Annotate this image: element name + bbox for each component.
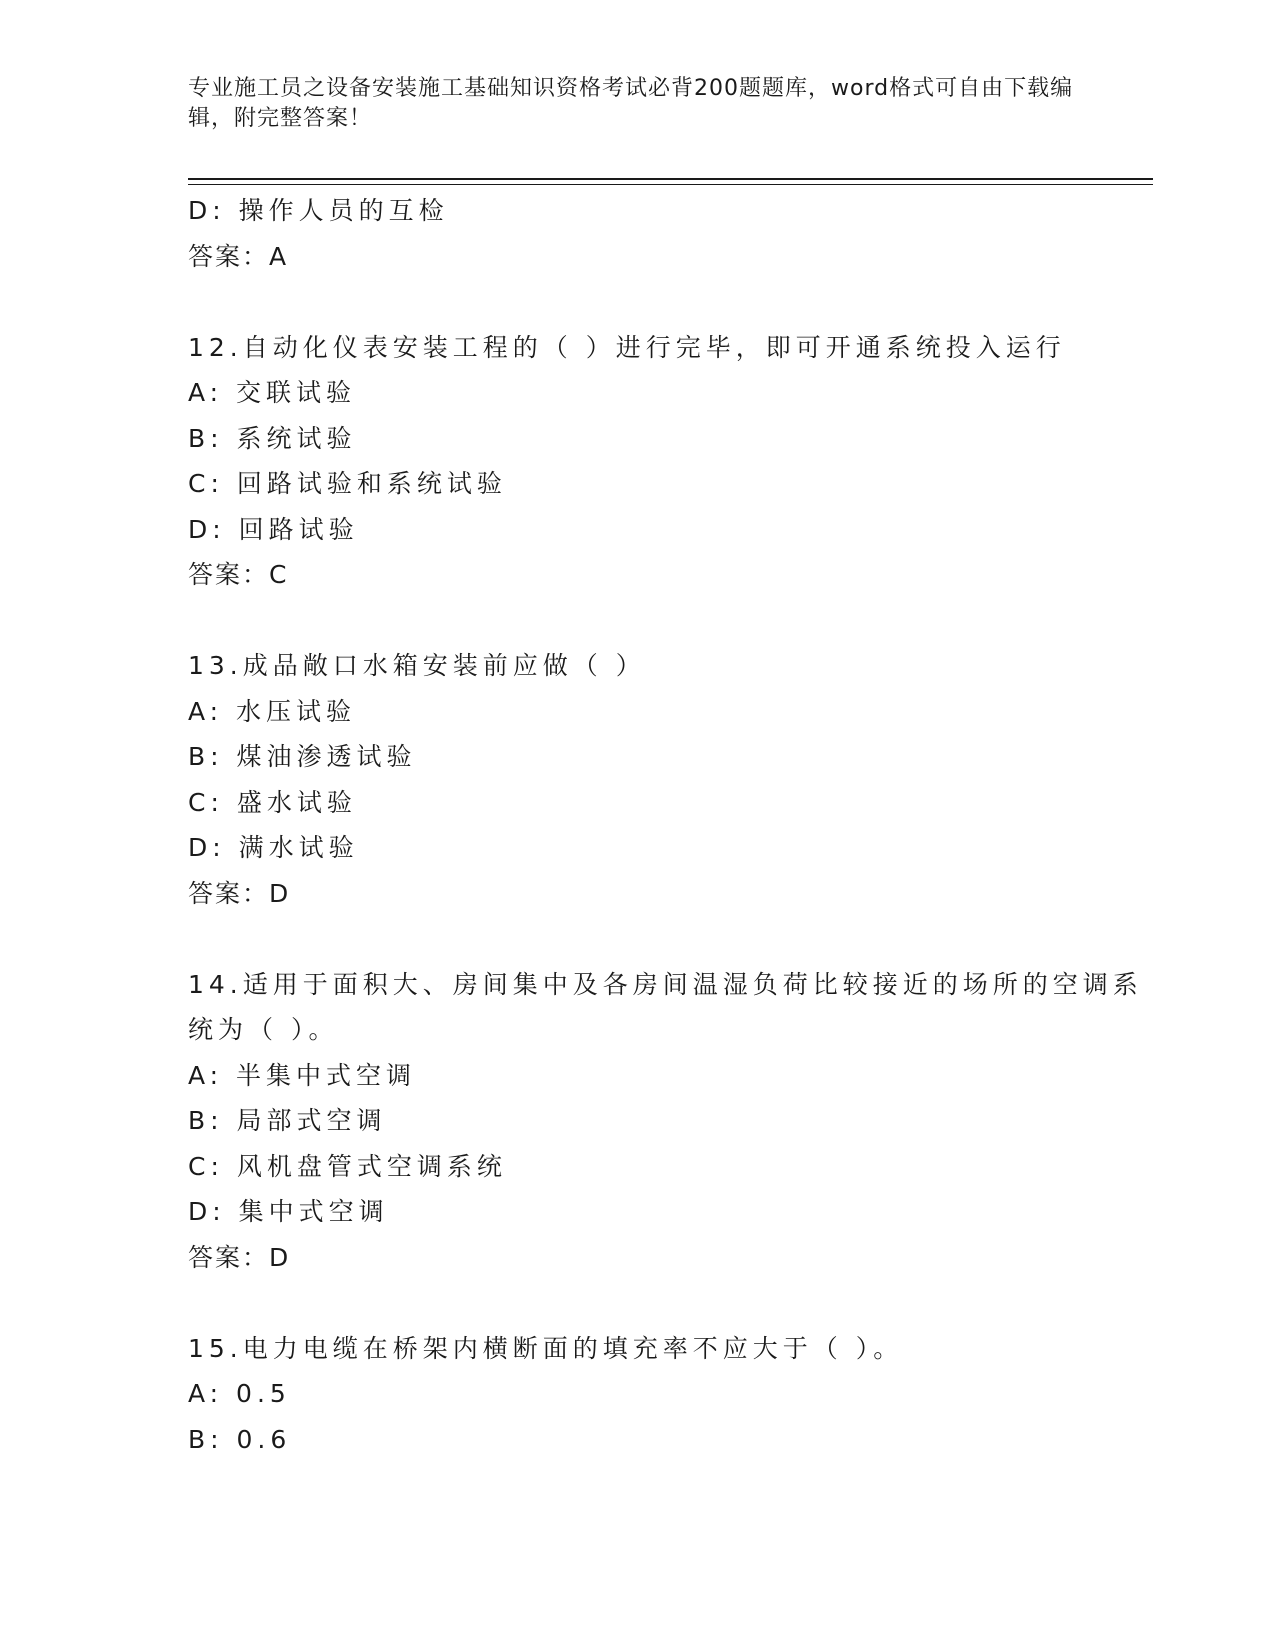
question-13-answer: 答案：D (188, 878, 291, 908)
question-15-stem: 15.电力电缆在桥架内横断面的填充率不应大于（ ）。 (188, 1333, 904, 1363)
question-14-option-c: C: 风机盘管式空调系统 (188, 1151, 507, 1181)
document-header: 专业施工员之设备安装施工基础知识资格考试必背200题题库，word格式可自由下载编辑，附完整答案！ (188, 76, 1074, 131)
question-12-stem: 12.自动化仪表安装工程的（ ）进行完毕，即可开通系统投入运行 (188, 332, 1066, 362)
question-12-option-b: B: 系统试验 (188, 423, 357, 453)
header-divider-thick (188, 178, 1153, 180)
question-13-option-c: C: 盛水试验 (188, 787, 357, 817)
question-13-option-b: B: 煤油渗透试验 (188, 742, 417, 771)
question-14-option-d: D: 集中式空调 (188, 1197, 389, 1226)
question-13-stem: 13.成品敞口水箱安装前应做（ ） (188, 651, 646, 680)
question-15-option-b: B: 0.6 (188, 1424, 292, 1454)
question-12-option-a: A: 交联试验 (188, 378, 357, 407)
question-13-option-a: A: 水压试验 (188, 696, 357, 726)
question-14-answer: 答案：D (188, 1242, 291, 1272)
question-15-option-a: A: 0.5 (188, 1379, 291, 1408)
question-12-answer: 答案：C (188, 560, 289, 589)
question-12-option-c: C: 回路试验和系统试验 (188, 469, 507, 498)
carryover-answer: 答案：A (188, 241, 289, 271)
header-divider-thin (188, 184, 1153, 185)
question-14-stem: 14.适用于面积大、房间集中及各房间温湿负荷比较接近的场所的空调系统为（ ）。 (188, 969, 1143, 1044)
question-14-option-a: A: 半集中式空调 (188, 1060, 417, 1090)
question-list (188, 188, 1153, 1462)
question-12-option-d: D: 回路试验 (188, 514, 359, 544)
carryover-option-d: D: 操作人员的互检 (188, 196, 449, 225)
question-14-option-b: B: 局部式空调 (188, 1106, 387, 1135)
question-13-option-d: D: 满水试验 (188, 833, 359, 862)
